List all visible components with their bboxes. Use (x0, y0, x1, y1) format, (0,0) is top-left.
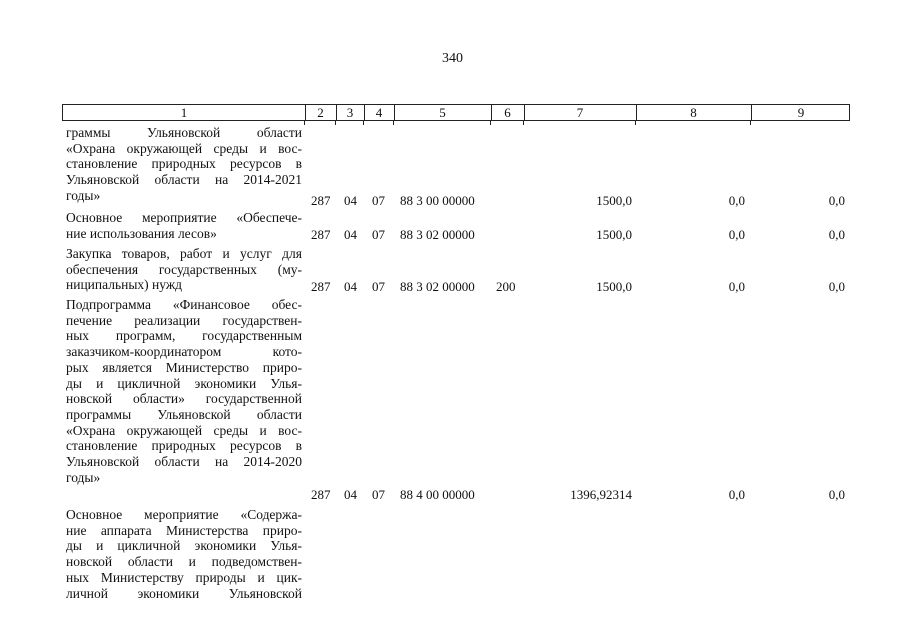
row-1-c9: 0,0 (828, 193, 845, 208)
row-1-c3: 04 (344, 193, 357, 208)
row-2-c5: 88 3 02 00000 (400, 227, 475, 242)
row-3-description: Закупка товаров, работ и услуг для обеспечения государственных (му- ниципальных) нужд (66, 246, 302, 293)
header-col-4: 4 (375, 105, 383, 120)
row-4-c4: 07 (372, 487, 385, 502)
header-col-3: 3 (346, 105, 354, 120)
row-4-c2: 287 (311, 487, 331, 502)
page-number: 340 (442, 51, 463, 66)
row-4-c7: 1396,92314 (570, 487, 632, 502)
row-4-c8: 0,0 (728, 487, 745, 502)
row-3-c6: 200 (496, 279, 516, 294)
row-1-c2: 287 (311, 193, 331, 208)
row-5-description: Основное мероприятие «Содержа- ние аппарата Министерства приро- ды и цикличной экономики Улья- новской области и подведомствен- ных Министерству природы и цик- личной экономики Ульяновской (66, 507, 302, 601)
row-3-c5: 88 3 02 00000 (400, 279, 475, 294)
row-2-c3: 04 (344, 227, 357, 242)
row-1-c7: 1500,0 (596, 193, 632, 208)
row-1-c4: 07 (372, 193, 385, 208)
header-col-5: 5 (439, 105, 446, 120)
row-1-c8: 0,0 (728, 193, 745, 208)
row-2-c9: 0,0 (828, 227, 845, 242)
row-4-c3: 04 (344, 487, 357, 502)
row-3-c8: 0,0 (728, 279, 745, 294)
header-col-6: 6 (504, 105, 511, 120)
row-3-c7: 1500,0 (596, 279, 632, 294)
row-3-c3: 04 (344, 279, 357, 294)
header-col-9: 9 (797, 105, 805, 120)
row-3-c4: 07 (372, 279, 385, 294)
row-4-description: Подпрограмма «Финансовое обес- печение реализации государствен- ных программ, государственным заказчиком-координатором кото- рых является Министерство приро- ды и цикличной экономики Улья- новской области» государственной программы Ульяновской области «Охрана окружающей среды и вос- становление природных ресурсов в Ульяновской области на 2014-2020 годы» (66, 297, 302, 485)
row-4-c5: 88 4 00 00000 (400, 487, 475, 502)
row-1-description: граммы Ульяновской области «Охрана окружающей среды и вос- становление природных ресурсов в Ульяновской области на 2014-2021 годы» (66, 125, 302, 203)
header-col-8: 8 (690, 105, 697, 120)
header-col-7: 7 (576, 105, 584, 120)
header-col-2: 2 (317, 105, 324, 120)
row-3-c9: 0,0 (828, 279, 845, 294)
row-1-c5: 88 3 00 00000 (400, 193, 475, 208)
row-3-c2: 287 (311, 279, 331, 294)
header-col-1: 1 (180, 105, 188, 120)
row-2-c7: 1500,0 (596, 227, 632, 242)
row-4-c9: 0,0 (828, 487, 845, 502)
row-2-description: Основное мероприятие «Обеспече- ние использования лесов» (66, 210, 302, 241)
row-2-c2: 287 (311, 227, 331, 242)
row-2-c4: 07 (372, 227, 385, 242)
row-2-c8: 0,0 (728, 227, 745, 242)
table-header-row (62, 104, 850, 121)
